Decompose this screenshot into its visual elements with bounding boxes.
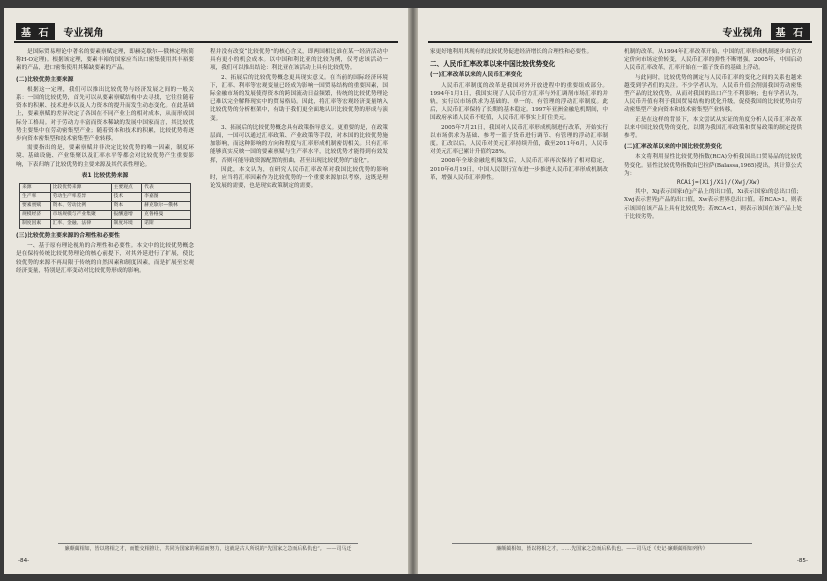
paragraph: 与此同时，比较优势的测定与人民币汇率的变化之间的关系也越来越受到学者们的关注。不少学者认为，人民币升值会削弱我国劳动密集型产品的比较优势，从而对我国的出口产生不利影响；也有学者认为，人民币升值有利于我国贸易结构的优化升级，促使我国的比较优势由劳动密集型产业向资本和技术密集型产业转移。	[624, 74, 802, 114]
table-cell: 市场规模与产业集聚	[50, 211, 111, 220]
paragraph: 是国际贸易理论中著名的要素禀赋定理，即赫克歇尔—俄林定理(简称H-O定理)。根据该定理，要素丰裕的国家应当出口密集使用其丰裕要素的产品，进口密集使用其稀缺要素的产品。	[16, 49, 194, 72]
paragraph: 因此，本文认为，在研究人民币汇率改革对我国比较优势的影响时，应当将汇率因素作为比较优势的一个重要来源加以考察，这既是理论发展的需要，也是现实政策制定的需要。	[210, 166, 388, 190]
table-cell: 劳动生产率差异	[50, 193, 111, 202]
paragraph: 一、基于原有理论视角的合理性和必要性。本文中的比较优势概念是在保持传统比较优势理论的核心前提下，对其外延进行了扩展，使比较优势的来源不再局限于传统的自然因素和制度因素，而是扩展至宏观经济变量，特别是汇率变动对比较优势形成的影响。	[16, 243, 194, 274]
table-cell: 制度环境	[111, 220, 142, 229]
rca-formula: RCAij=(Xij/Xi)/(Xwj/Xw)	[676, 179, 761, 187]
section-heading: (三)比较优势主要来源的合理性和必要性	[16, 233, 120, 240]
right-page-header	[719, 22, 810, 40]
table-cell: 报酬递增	[111, 211, 142, 220]
paragraph: 根据这一定理，我们可以推出比较优势与经济发展之间的一般关系：一国的比较优势，首先可以从要素禀赋结构中去寻找，它往往随着资本的积累、技术进步以及人力资本的提升而发生动态变化。在此基础上，要素禀赋的差异决定了各国在不同产业上的相对成本，从而形成国际分工格局。对于劳动力丰富而资本稀缺的发展中国家而言，其比较优势主要集中在劳动密集型产业；随着资本和技术的积累，比较优势将逐步向资本密集型和技术密集型产业转移。	[16, 86, 194, 143]
table-row	[20, 220, 191, 229]
header-rule	[428, 41, 812, 43]
left-page	[4, 8, 408, 574]
table-header-cell: 比较优势来源	[50, 184, 111, 193]
right-page	[418, 8, 822, 574]
paragraph: 家更好地利用其现有的比较优势促进经济增长的合理性和必要性。	[430, 49, 593, 55]
table-cell: 规模经济	[20, 211, 51, 220]
paragraph: 本文将利用显性比较优势指数(RCA)分析我国出口贸易品的比较优势变化。显性比较优势指数由巴拉萨(Balassa,1965)提出，其计算公式为：	[624, 154, 802, 177]
right-column-1	[430, 48, 608, 183]
paragraph: 正是在这样的背景下，本文尝试从实证的角度分析人民币汇率改革以来中国比较优势的变化，以期为我国汇率政策和贸易政策的制定提供参考。	[624, 116, 802, 140]
comparative-advantage-table	[19, 183, 191, 229]
right-column-2	[624, 48, 802, 222]
table-cell: 李嘉图	[142, 193, 191, 202]
table-cell: 要素禀赋	[20, 202, 51, 211]
section-heading: (二)比较优势主要来源	[16, 76, 74, 83]
table-header-cell: 代表	[142, 184, 191, 193]
section-title: 二、人民币汇率改革以来中国比较优势变化	[430, 60, 556, 69]
table-cell: 诺斯	[142, 220, 191, 229]
table-header-cell: 主要观点	[111, 184, 142, 193]
table-cell: 生产率	[20, 193, 51, 202]
page-number: -84-	[18, 558, 30, 564]
left-column-1	[16, 48, 194, 276]
table-row	[20, 202, 191, 211]
header-badge: 基 石	[771, 23, 810, 40]
footer-quote: 廉颇蔺相如，皆以将相之才，……先国家之急而后私仇也。——司马迁《史记·廉颇蔺相如列传》	[452, 543, 752, 566]
book-gutter	[408, 8, 418, 574]
section-heading: (二)汇率改革以来的中国比较优势变化	[624, 144, 723, 151]
table-cell: 汇率、金融、法律	[50, 220, 111, 229]
paragraph: 需要指出的是，要素禀赋并非决定比较优势的唯一因素，制度环境、基础设施、产业集聚以及汇率水平等都会对比较优势产生重要影响，下表归纳了比较优势的主要来源及其代表性理论。	[16, 145, 194, 168]
paragraph: 其中，Xij表示国家i在j产品上的出口值，Xi表示国家i的总出口值；Xwj表示世界j产品的出口值，Xw表示世界总出口值。若RCA>1，则表示该国在该产品上具有比较优势；若RCA<1，则表示该国在该产品上处于比较劣势。	[624, 189, 802, 220]
header-rule	[14, 41, 398, 43]
table-cell: 资本	[111, 202, 142, 211]
section-heading: (一)汇率改革以来的人民币汇率变化	[430, 72, 523, 79]
footer-quote: 廉颇蔺相如，皆以将相之才，而能交相推让，共同为国家的利益而努力，这就是古人所说的“先国家之急而后私仇也”。 ——司马迁	[58, 543, 358, 566]
table-cell: 制度因素	[20, 220, 51, 229]
table-cell: 技术	[111, 193, 142, 202]
header-label: 专业视角	[63, 27, 104, 39]
table-cell: 克鲁格曼	[142, 211, 191, 220]
paragraph: 2、拓展后的比较优势概念更具现实意义。在当前的国际经济环境下，汇率、利率等宏观变量已经成为影响一国贸易结构的重要因素，国际金融市场的发展使得资本的跨国流动日益频繁，传统的比较优势理论已难以完全解释现实中的贸易格局。因此，将汇率等宏观经济变量纳入比较优势的分析框架中，有助于我们更全面地认识比较优势的形成与演变。	[210, 74, 388, 122]
header-label: 专业视角	[722, 27, 763, 39]
table-cell: 资本、劳动比例	[50, 202, 111, 211]
table-header-row	[20, 184, 191, 193]
page-number: -85-	[796, 558, 808, 564]
paragraph: 3、拓展后的比较优势概念具有政策指导意义。更重要的是，在政策层面，一国可以通过汇率政策、产业政策等手段，对本国的比较优势施加影响，而这种影响的方向和程度与汇率形成机制密切相关。只有汇率能够真实反映一国的要素禀赋与生产率水平，比较优势才能得到有效发挥，否则可能导致资源配置的扭曲，甚至出现比较优势的“虚化”。	[210, 124, 388, 164]
table-row	[20, 193, 191, 202]
paragraph: 机制的改革。从1994年汇率改革开始，中国的汇率形成机制逐步由官方定价向市场定价转变，人民币汇率的弹性不断增强。2005年，中国启动人民币汇率改革，汇率开始在一篮子货币的基础上浮动。	[624, 49, 802, 72]
left-column-2	[210, 48, 388, 191]
paragraph: 人民币汇率制度的改革是我国对外开放进程中的重要组成部分。1994年1月1日，我国实现了人民币官方汇率与外汇调剂市场汇率的并轨，实行以市场供求为基础的、单一的、有管理的浮动汇率制度。此后，人民币汇率保持了长期的基本稳定。1997年亚洲金融危机期间，中国政府承诺人民币不贬值，人民币汇率事实上盯住美元。	[430, 82, 608, 122]
paragraph: 2005年7月21日，我国对人民币汇率形成机制进行改革，开始实行以市场供求为基础、参考一篮子货币进行调节、有管理的浮动汇率制度。汇改以后，人民币对美元汇率持续升值，截至2011年6月，人民币对美元汇率已累计升值约28%。	[430, 124, 608, 156]
table-caption: 表1 比较优势来源	[81, 172, 129, 179]
left-page-header	[16, 22, 107, 40]
table-header-cell: 来源	[20, 184, 51, 193]
table-cell: 赫克歇尔—俄林	[142, 202, 191, 211]
header-badge: 基 石	[16, 23, 55, 40]
table-row	[20, 211, 191, 220]
paragraph: 2008年全球金融危机爆发后，人民币汇率再次保持了相对稳定，2010年6月19日，中国人民银行宣布进一步推进人民币汇率形成机制改革，增强人民币汇率弹性。	[430, 158, 608, 181]
paragraph: 程并没有改变“比较优势”的核心含义，即两国相比谁在某一经济活动中具有更小的机会成本。以中国和利比亚的比较为例，仅考虑该活动一项，我们可以推出结论：利比亚在该活动上具有比较优势。	[210, 49, 388, 72]
